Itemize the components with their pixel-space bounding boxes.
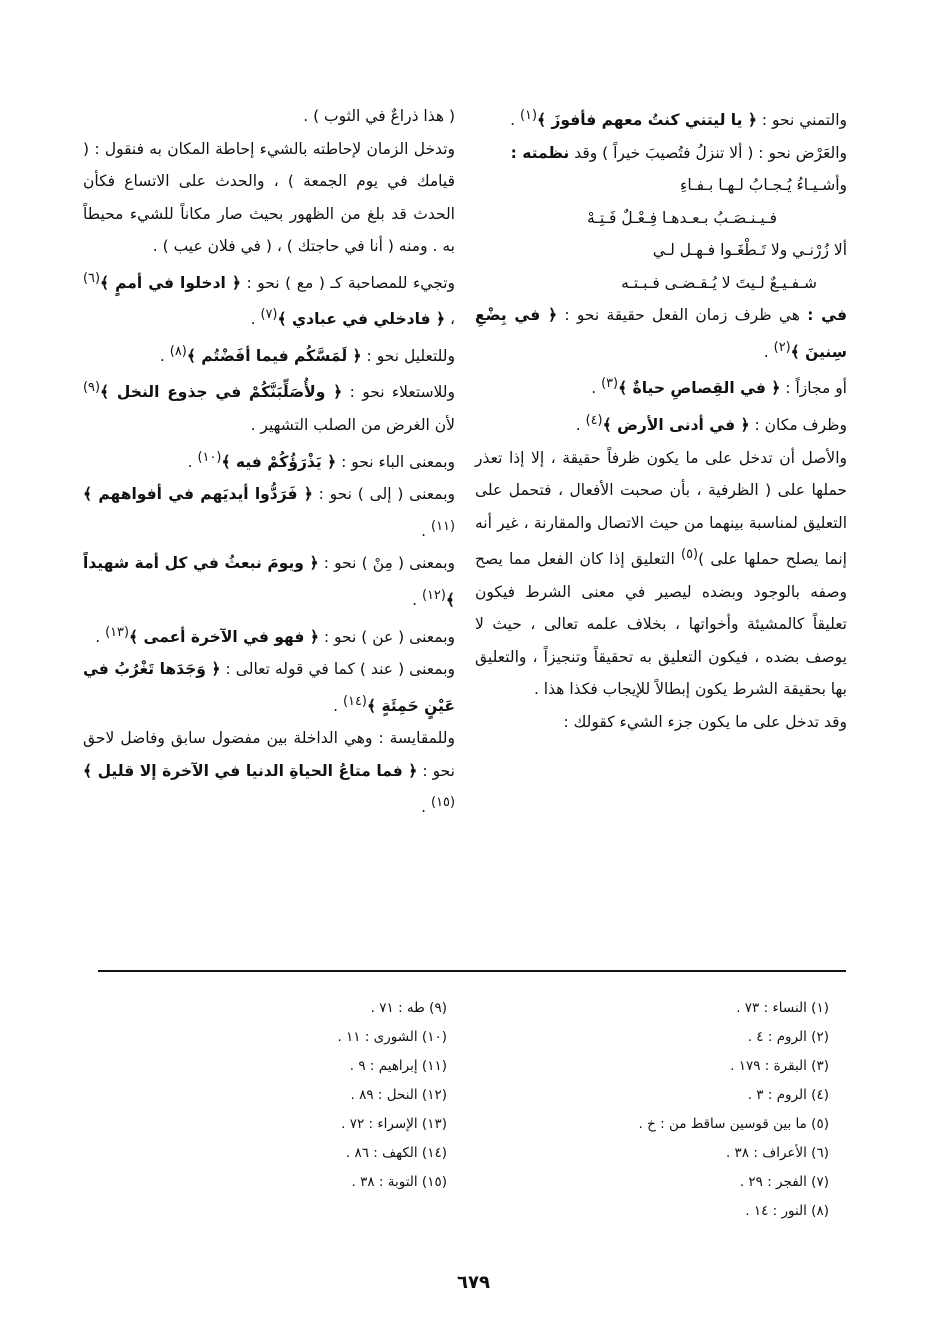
main-column-left: [83, 100, 455, 824]
paragraph: والتمني نحو : ﴿ يا ليتني كنتُ معهم فأفوزَ ﴾$^{(١)}$ .: [510, 108, 847, 130]
paragraph: وقد تدخل على ما يكون جزء الشيء كقولك :: [563, 712, 847, 731]
footnotes-right: [529, 994, 829, 1226]
paragraph: وبمعنى الباء نحو : ﴿ يَذْرَؤُكُمْ فيه ﴾$^{(١٠)}$ .: [187, 449, 455, 471]
paragraph: وتجيء للمصاحبة كـ ( مع ) نحو : ﴿ ادخلوا في أممٍ ﴾$^{(٦)}$ ، ﴿ فادخلي في عبادي ﴾$^{(٧)}$ .: [83, 270, 455, 329]
main-column-right: [475, 100, 847, 738]
poem-verse: ألا زُرْنـي ولا تَـطْغَـوا فـهـل لـي: [652, 241, 847, 260]
poem-verse: وأشـيـاءُ يُـجـابُ لـهـا بـفـاءِ: [680, 176, 847, 195]
footnotes-left: [147, 994, 447, 1197]
footnote: (١) النساء : ٧٣ .: [736, 1000, 829, 1016]
footnote: (٩) طه : ٧١ .: [370, 1000, 447, 1016]
paragraph: والعَرْض نحو : ( ألا تنزلُ فتُصيبَ خيراً ) وقد نظمته :: [510, 143, 847, 162]
paragraph: وللتعليل نحو : ﴿ لَمَسَّكُم فيما أفَضْتُم ﴾$^{(٨)}$ .: [159, 343, 455, 365]
paragraph: ( هذا ذراعٌ في الثوب ) .: [303, 107, 455, 125]
paragraph: وبمعنى ( عن ) نحو : ﴿ فهو في الآخرة أعمى ﴾$^{(١٣)}$ .: [95, 624, 455, 646]
paragraph: وبمعنى ( مِنْ ) نحو : ﴿ ويومَ نبعثُ في كل أمة شهيداً ﴾$^{(١٢)}$ .: [83, 554, 455, 610]
paragraph: وللمقايسة : وهي الداخلة بين مفضول سابق وفاضل لاحق نحو : ﴿ فما متاعُ الحياةِ الدنيا في الآخرة إلا قليل ﴾$^{(١٥)}$ .: [83, 729, 455, 817]
footnote: (١٤) الكهف : ٨٦ .: [345, 1145, 447, 1161]
paragraph: وتدخل الزمان لإحاطته بالشيء إحاطة المكان به فنقول : ( قيامك في يوم الجمعة ) ، والحدث على الاتساع فكأن الحدث قد بلغ من الظهور بحيث صار مكاناً للشيء محيطاً به . ومنه ( أنا في حاجتك ) ، ( في فلان عيب ) .: [83, 139, 455, 255]
paragraph: والأصل أن تدخل على ما يكون ظرفاً حقيقة ، إلا إذا تعذر حملها على ( الظرفية ، بأن صحبت الأفعال ، فتحمل على التعليق لمناسبة بينهما من حيث الاتصال والمقارنة ، غير أنه إنما يصلح حملها على )$^{(٥)}$ التعليق إذا كان الفعل مما يصح وصفه بالوجود وبضده ليصير في معنى الشرط فيكون تعليقاً كالمشيئة وأخواتها ، بخلاف علمه تعالى ، حيث لا يوصف بضده ، فيكون التعليق به تحقيقاً وتنجيزاً ، والتعليق بها بحقيقة الشرط يكون إبطالاً للإيجاب فكذا هذا .: [475, 448, 847, 699]
footnote: (١١) إبراهيم : ٩ .: [349, 1058, 447, 1074]
paragraph: وظرف مكان : ﴿ في أدنى الأرض ﴾$^{(٤)}$ .: [575, 412, 847, 435]
footnote: (٦) الأعراف : ٣٨ .: [725, 1145, 829, 1161]
page-number: ٦٧٩: [457, 1272, 490, 1293]
footnote: (٤) الروم : ٣ .: [747, 1087, 829, 1103]
footnote: (١٥) التوبة : ٣٨ .: [351, 1174, 447, 1190]
footnote: (٢) الروم : ٤ .: [747, 1029, 829, 1045]
footnote-divider: [98, 970, 846, 972]
footnote: (١٢) النحل : ٨٩ .: [350, 1087, 447, 1103]
footnote: (٥) ما بين قوسين ساقط من : خ .: [638, 1116, 829, 1132]
paragraph: في : هي ظرف زمان الفعل حقيقة نحو : ﴿ في بِضْعِ سِنينَ ﴾$^{(٢)}$ .: [475, 306, 848, 361]
footnote: (٣) البقرة : ١٧٩ .: [730, 1058, 829, 1074]
poem-verse: فـيـنـصَـبُ بـعـدهـا فِـعْـلٌ فَـتِـهْ: [586, 208, 777, 227]
footnote: (٧) الفجر : ٢٩ .: [739, 1174, 829, 1190]
poem-verse: شـفـيـعٌ لـيتَ لا يُـقـضـى فـبـتـه: [621, 273, 817, 292]
footnote: (١٣) الإسراء : ٧٢ .: [341, 1116, 447, 1132]
footnote: (٨) النور : ١٤ .: [745, 1203, 829, 1219]
paragraph: وللاستعلاء نحو : ﴿ ولأُصَلِّبَنَّكُمْ في جذوع النخل ﴾$^{(٩)}$ لأن الغرض من الصلب التشهير .: [83, 380, 456, 435]
paragraph: وبمعنى ( عند ) كما في قوله تعالى : ﴿ وَجَدَها تَغْرُبُ في عَيْنٍ حَمِئَةٍ ﴾$^{(١٤)}$ .: [83, 660, 455, 715]
footnote: (١٠) الشورى : ١١ .: [337, 1029, 447, 1045]
paragraph: أو مجازاً : ﴿ في القِصاصِ حياةٌ ﴾$^{(٣)}$ .: [591, 376, 847, 398]
paragraph: وبمعنى ( إلى ) نحو : ﴿ فَرَدُّوا أيديَهم في أفواههم ﴾$^{(١١)}$ .: [83, 485, 455, 540]
